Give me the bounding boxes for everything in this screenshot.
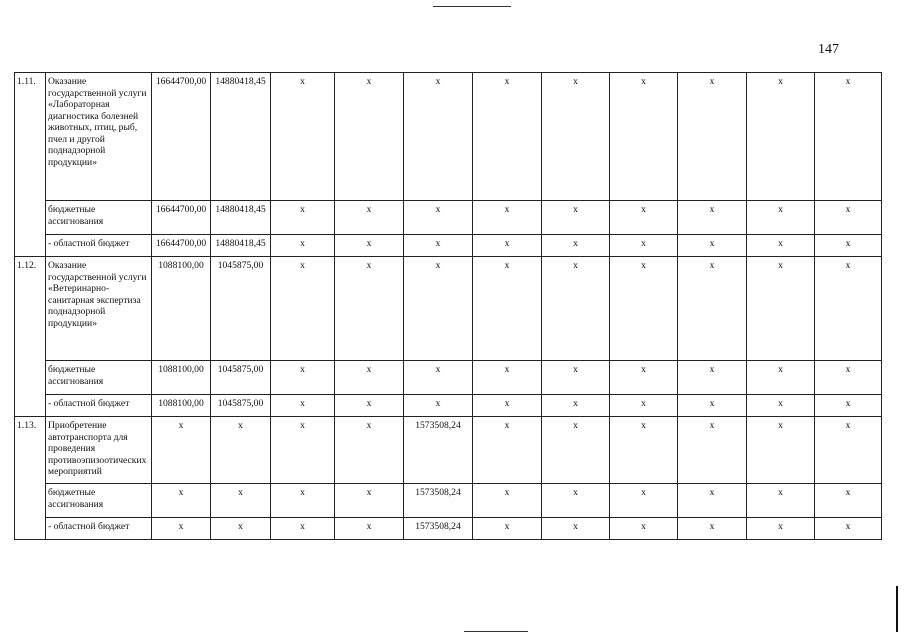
- cell: х: [610, 484, 678, 518]
- cell: х: [152, 417, 211, 484]
- cell: х: [678, 361, 747, 395]
- cell: х: [404, 361, 473, 395]
- table-row: [15, 417, 882, 484]
- cell: х: [335, 201, 404, 235]
- cell: 1045875,00: [211, 395, 271, 417]
- cell: х: [610, 518, 678, 540]
- cell: х: [335, 484, 404, 518]
- table-row: [15, 235, 882, 257]
- table-row: [15, 518, 882, 540]
- cell: х: [335, 518, 404, 540]
- cell: х: [610, 73, 678, 201]
- cell: х: [542, 201, 610, 235]
- cell: х: [152, 518, 211, 540]
- cell: х: [335, 257, 404, 361]
- table-row: [15, 73, 882, 201]
- cell: х: [211, 484, 271, 518]
- cell: х: [271, 257, 335, 361]
- cell: х: [747, 417, 815, 484]
- cell: х: [473, 257, 542, 361]
- cell: х: [747, 518, 815, 540]
- cell: х: [542, 361, 610, 395]
- cell: х: [335, 235, 404, 257]
- cell: х: [404, 257, 473, 361]
- cell: х: [473, 235, 542, 257]
- cell: 14880418,45: [211, 235, 271, 257]
- cell: х: [542, 395, 610, 417]
- row-label: - областной бюджет: [46, 518, 152, 540]
- cell: х: [271, 417, 335, 484]
- table-row: [15, 361, 882, 395]
- cell: 16644700,00: [152, 235, 211, 257]
- cell: х: [747, 235, 815, 257]
- cell: х: [815, 417, 882, 484]
- table-body: [15, 73, 882, 540]
- cell: х: [678, 201, 747, 235]
- cell: х: [335, 361, 404, 395]
- cell: х: [815, 201, 882, 235]
- cell: х: [747, 257, 815, 361]
- cell: х: [473, 417, 542, 484]
- cell: х: [747, 361, 815, 395]
- cell: х: [678, 257, 747, 361]
- cell: х: [747, 484, 815, 518]
- cell: х: [542, 73, 610, 201]
- cell: 14880418,45: [211, 201, 271, 235]
- cell: х: [335, 395, 404, 417]
- table-row: [15, 395, 882, 417]
- cell: 1088100,00: [152, 257, 211, 361]
- cell: х: [542, 518, 610, 540]
- cell: 1088100,00: [152, 361, 211, 395]
- row-number: 1.13.: [15, 417, 46, 540]
- cell: х: [271, 201, 335, 235]
- cell: 16644700,00: [152, 201, 211, 235]
- row-label: - областной бюджет: [46, 235, 152, 257]
- cell: х: [335, 73, 404, 201]
- page-number: 147: [818, 42, 839, 57]
- cell: х: [542, 484, 610, 518]
- cell: х: [815, 484, 882, 518]
- cell: х: [747, 73, 815, 201]
- cell: х: [610, 417, 678, 484]
- cell: 1573508,24: [404, 484, 473, 518]
- row-title: Оказание государственной услуги «Лабораторная диагностика болезней животных, птиц, рыб, пчел и другой поднадзорной продукции»: [46, 73, 152, 201]
- cell: х: [211, 518, 271, 540]
- cell: х: [815, 518, 882, 540]
- cell: х: [473, 518, 542, 540]
- table-row: [15, 484, 882, 518]
- cell: х: [542, 417, 610, 484]
- cell: 1573508,24: [404, 417, 473, 484]
- cell: х: [747, 395, 815, 417]
- row-label: - областной бюджет: [46, 395, 152, 417]
- cell: х: [747, 201, 815, 235]
- table-row: [15, 257, 882, 361]
- cell: 1573508,24: [404, 518, 473, 540]
- cell: х: [678, 417, 747, 484]
- row-title: Оказание государственной услуги «Ветеринарно-санитарная экспертиза поднадзорной продукции»: [46, 257, 152, 361]
- cell: х: [271, 235, 335, 257]
- cell: х: [404, 395, 473, 417]
- cell: х: [152, 484, 211, 518]
- cell: х: [473, 361, 542, 395]
- cell: х: [271, 361, 335, 395]
- cell: х: [404, 201, 473, 235]
- cell: х: [542, 257, 610, 361]
- cell: х: [271, 484, 335, 518]
- cell: х: [610, 235, 678, 257]
- cell: х: [815, 235, 882, 257]
- top-rule: [433, 6, 511, 7]
- cell: 14880418,45: [211, 73, 271, 201]
- cell: х: [473, 484, 542, 518]
- cell: 16644700,00: [152, 73, 211, 201]
- cell: х: [815, 73, 882, 201]
- cell: х: [610, 361, 678, 395]
- cell: х: [404, 73, 473, 201]
- cell: х: [610, 201, 678, 235]
- cell: 1088100,00: [152, 395, 211, 417]
- cell: х: [610, 395, 678, 417]
- cell: х: [473, 395, 542, 417]
- cell: х: [815, 395, 882, 417]
- cell: х: [678, 518, 747, 540]
- cell: х: [815, 257, 882, 361]
- cell: х: [678, 73, 747, 201]
- row-label: бюджетные ассигнования: [46, 201, 152, 235]
- cell: х: [678, 235, 747, 257]
- cell: х: [473, 201, 542, 235]
- cell: х: [404, 235, 473, 257]
- cell: х: [211, 417, 271, 484]
- table-row: [15, 201, 882, 235]
- cell: х: [542, 235, 610, 257]
- scan-edge-mark: [896, 586, 898, 632]
- cell: х: [678, 395, 747, 417]
- row-label: бюджетные ассигнования: [46, 361, 152, 395]
- row-number: 1.12.: [15, 257, 46, 417]
- cell: х: [815, 361, 882, 395]
- cell: х: [271, 518, 335, 540]
- cell: х: [335, 417, 404, 484]
- cell: 1045875,00: [211, 257, 271, 361]
- cell: х: [678, 484, 747, 518]
- cell: х: [271, 395, 335, 417]
- cell: х: [610, 257, 678, 361]
- row-label: бюджетные ассигнования: [46, 484, 152, 518]
- row-title: Приобретение автотранспорта для проведения противоэпизоотических мероприятий: [46, 417, 152, 484]
- bottom-rule: [464, 631, 528, 632]
- cell: х: [271, 73, 335, 201]
- budget-table: [14, 72, 882, 540]
- row-number: 1.11.: [15, 73, 46, 257]
- cell: 1045875,00: [211, 361, 271, 395]
- cell: х: [473, 73, 542, 201]
